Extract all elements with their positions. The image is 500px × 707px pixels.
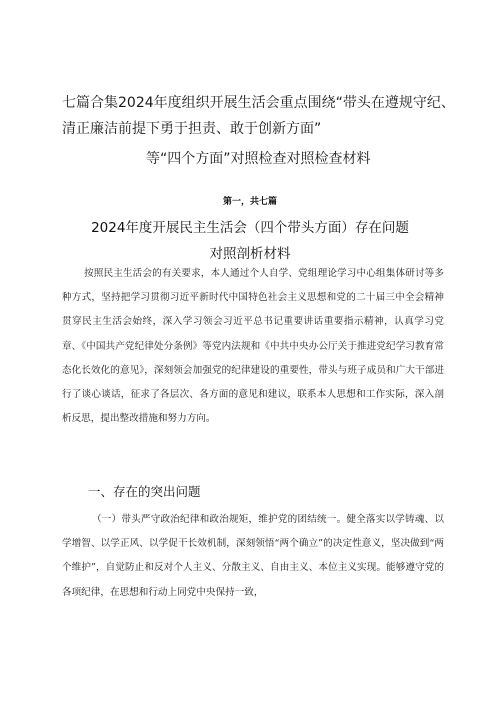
document-title-line-1: 七篇合集2024年度组织开展生活会重点围绕“带头在遵规守纪、 <box>62 95 455 111</box>
article-heading-line-1: 2024年度开展民主生活会（四个带头方面）存在问题 <box>91 220 409 236</box>
intro-paragraph: 按照民主生活会的有关要求，本人通过个人自学、党组理论学习中心组集体研讨等多种方式，坚持把学习贯彻习近平新时代中国特色社会主义思想和党的二十届三中全会精神贯穿民主生活会始终，深入学习领会习近平总书记重要讲话重要指示精神，认真学习党章、《中国共产党纪律处分条例》等党内法规和《中共中央办公厅关于推进党纪学习教育常态化长效化的意见》，深刻领会加强党的纪律建设的重要性，带头与班子成员和广大干部进行了谈心谈话，征求了各层次、各方面的意见和建议，联系本人思想和工作实际，深入剖析反思，提出整改措施和努力方向。 <box>62 268 444 425</box>
document-title-line-2: 清正廉洁前提下勇于担责、敢于创新方面” <box>62 121 322 137</box>
part-label: 第一，共七篇 <box>222 197 277 207</box>
document-title-line-3: 等“四个方面”对照检查对照检查材料 <box>146 151 371 167</box>
section-paragraph: （一）带头严守政治纪律和政治规矩，维护党的团结统一。健全落实以学铸魂、以学增智、以学正风、以学促干长效机制，深刻领悟“两个确立”的决定性意义，坚决做到“两个维护”，自觉防止和反对个人主义、分散主义、自由主义、本位主义实现。能够遵守党的各项纪律，在思想和行动上同党中央保持一致， <box>62 514 444 598</box>
article-heading-line-2: 对照剖析材料 <box>209 246 291 262</box>
section-heading: 一、存在的突出问题 <box>88 484 201 499</box>
